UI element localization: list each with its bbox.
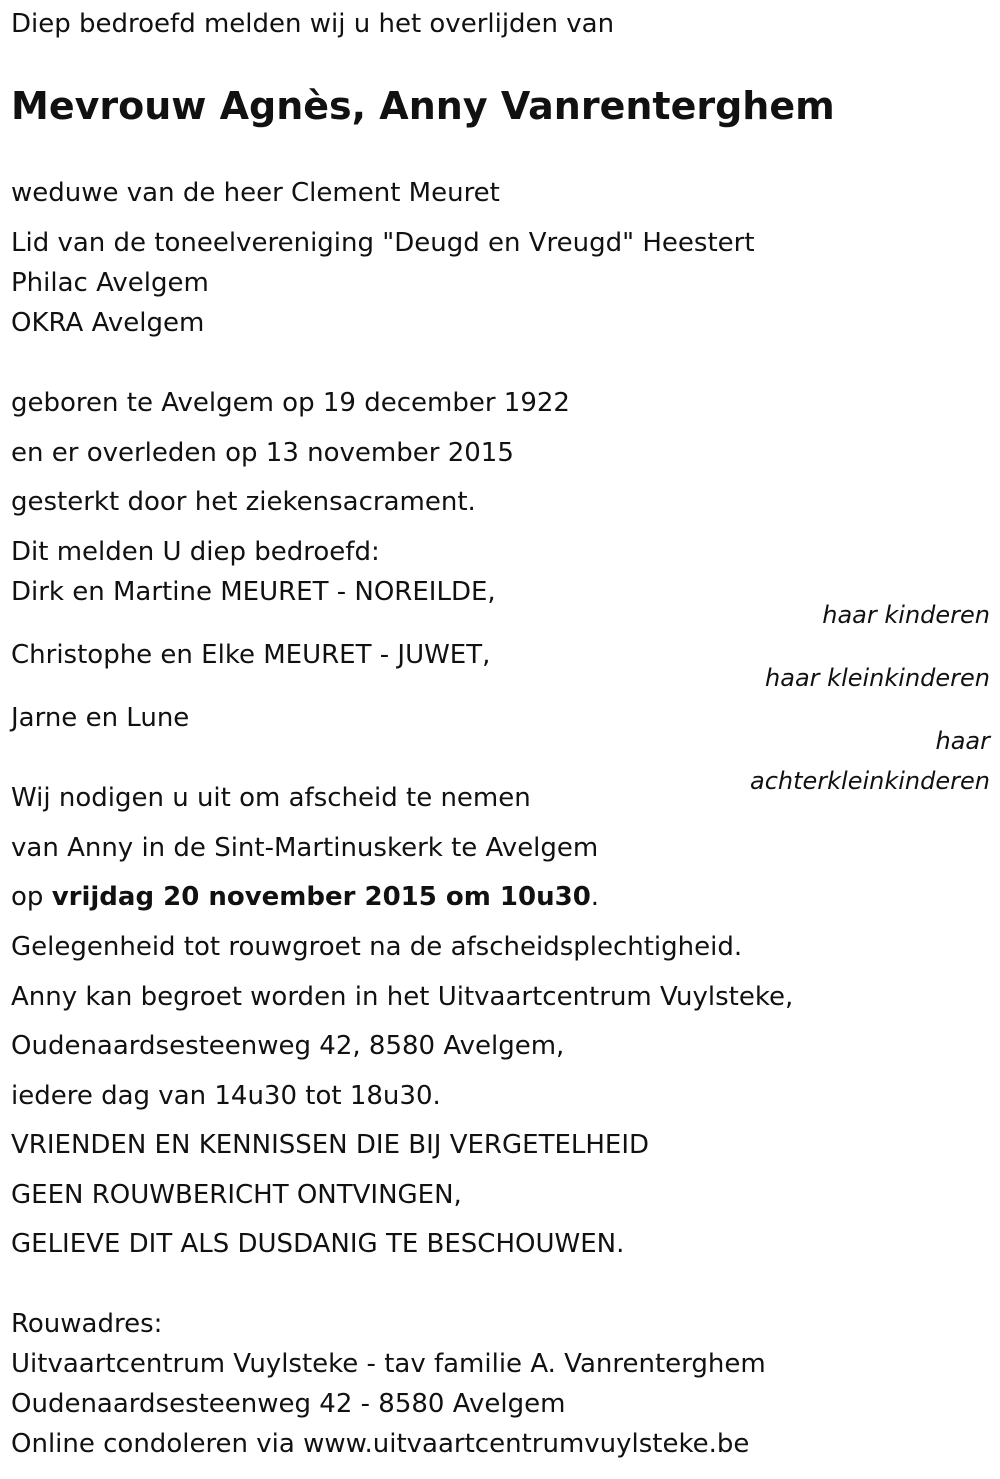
deceased-name: Mevrouw Agnès, Anny Vanrenterghem bbox=[11, 84, 835, 128]
detail-viewing-hours: iedere dag van 14u30 tot 18u30. bbox=[11, 1081, 441, 1111]
invitation-line2: van Anny in de Sint-Martinuskerk te Avelgem bbox=[11, 833, 599, 863]
detail-philac: Philac Avelgem bbox=[11, 268, 209, 298]
detail-theatre: Lid van de toneelvereniging "Deugd en Vreugd" Heestert bbox=[11, 228, 755, 258]
notice-line3: GELIEVE DIT ALS DUSDANIG TE BESCHOUWEN. bbox=[11, 1229, 625, 1259]
family-children-names: Dirk en Martine MEURET - NOREILDE, bbox=[11, 577, 496, 607]
detail-okra: OKRA Avelgem bbox=[11, 308, 205, 338]
intro-text: Diep bedroefd melden wij u het overlijden van bbox=[11, 9, 615, 39]
detail-viewing: Anny kan begroet worden in het Uitvaartcentrum Vuylsteke, bbox=[11, 982, 794, 1012]
family-grandchildren-names: Christophe en Elke MEURET - JUWET, bbox=[11, 640, 491, 670]
life-died: en er overleden op 13 november 2015 bbox=[11, 438, 514, 468]
life-sacrament: gesterkt door het ziekensacrament. bbox=[11, 487, 476, 517]
address-line2: Oudenaardsesteenweg 42 - 8580 Avelgem bbox=[11, 1389, 566, 1419]
invitation-suffix: . bbox=[590, 882, 600, 912]
life-born: geboren te Avelgem op 19 december 1922 bbox=[11, 388, 570, 418]
detail-condolence: Gelegenheid tot rouwgroet na de afscheidsplechtigheid. bbox=[11, 932, 743, 962]
family-greatgrandchildren-role-line2: achterkleinkinderen bbox=[750, 767, 990, 795]
address-line3: Online condoleren via www.uitvaartcentrumvuylsteke.be bbox=[11, 1429, 750, 1459]
invitation-date: vrijdag 20 november 2015 om 10u30 bbox=[51, 882, 591, 912]
notice-line2: GEEN ROUWBERICHT ONTVINGEN, bbox=[11, 1180, 462, 1210]
detail-widow: weduwe van de heer Clement Meuret bbox=[11, 178, 500, 208]
family-intro: Dit melden U diep bedroefd: bbox=[11, 537, 380, 567]
address-line1: Uitvaartcentrum Vuylsteke - tav familie A. Vanrenterghem bbox=[11, 1349, 766, 1379]
invitation-date-line bbox=[11, 881, 599, 913]
invitation-prefix: op bbox=[11, 882, 52, 912]
family-greatgrandchildren-role-line1: haar bbox=[935, 727, 990, 755]
notice-line1: VRIENDEN EN KENNISSEN DIE BIJ VERGETELHEID bbox=[11, 1130, 650, 1160]
invitation-line1: Wij nodigen u uit om afscheid te nemen bbox=[11, 783, 531, 813]
detail-viewing-address: Oudenaardsesteenweg 42, 8580 Avelgem, bbox=[11, 1031, 565, 1061]
family-children-role: haar kinderen bbox=[822, 601, 990, 629]
family-greatgrandchildren-names: Jarne en Lune bbox=[11, 703, 190, 733]
family-grandchildren-role: haar kleinkinderen bbox=[765, 664, 990, 692]
address-label: Rouwadres: bbox=[11, 1309, 163, 1339]
